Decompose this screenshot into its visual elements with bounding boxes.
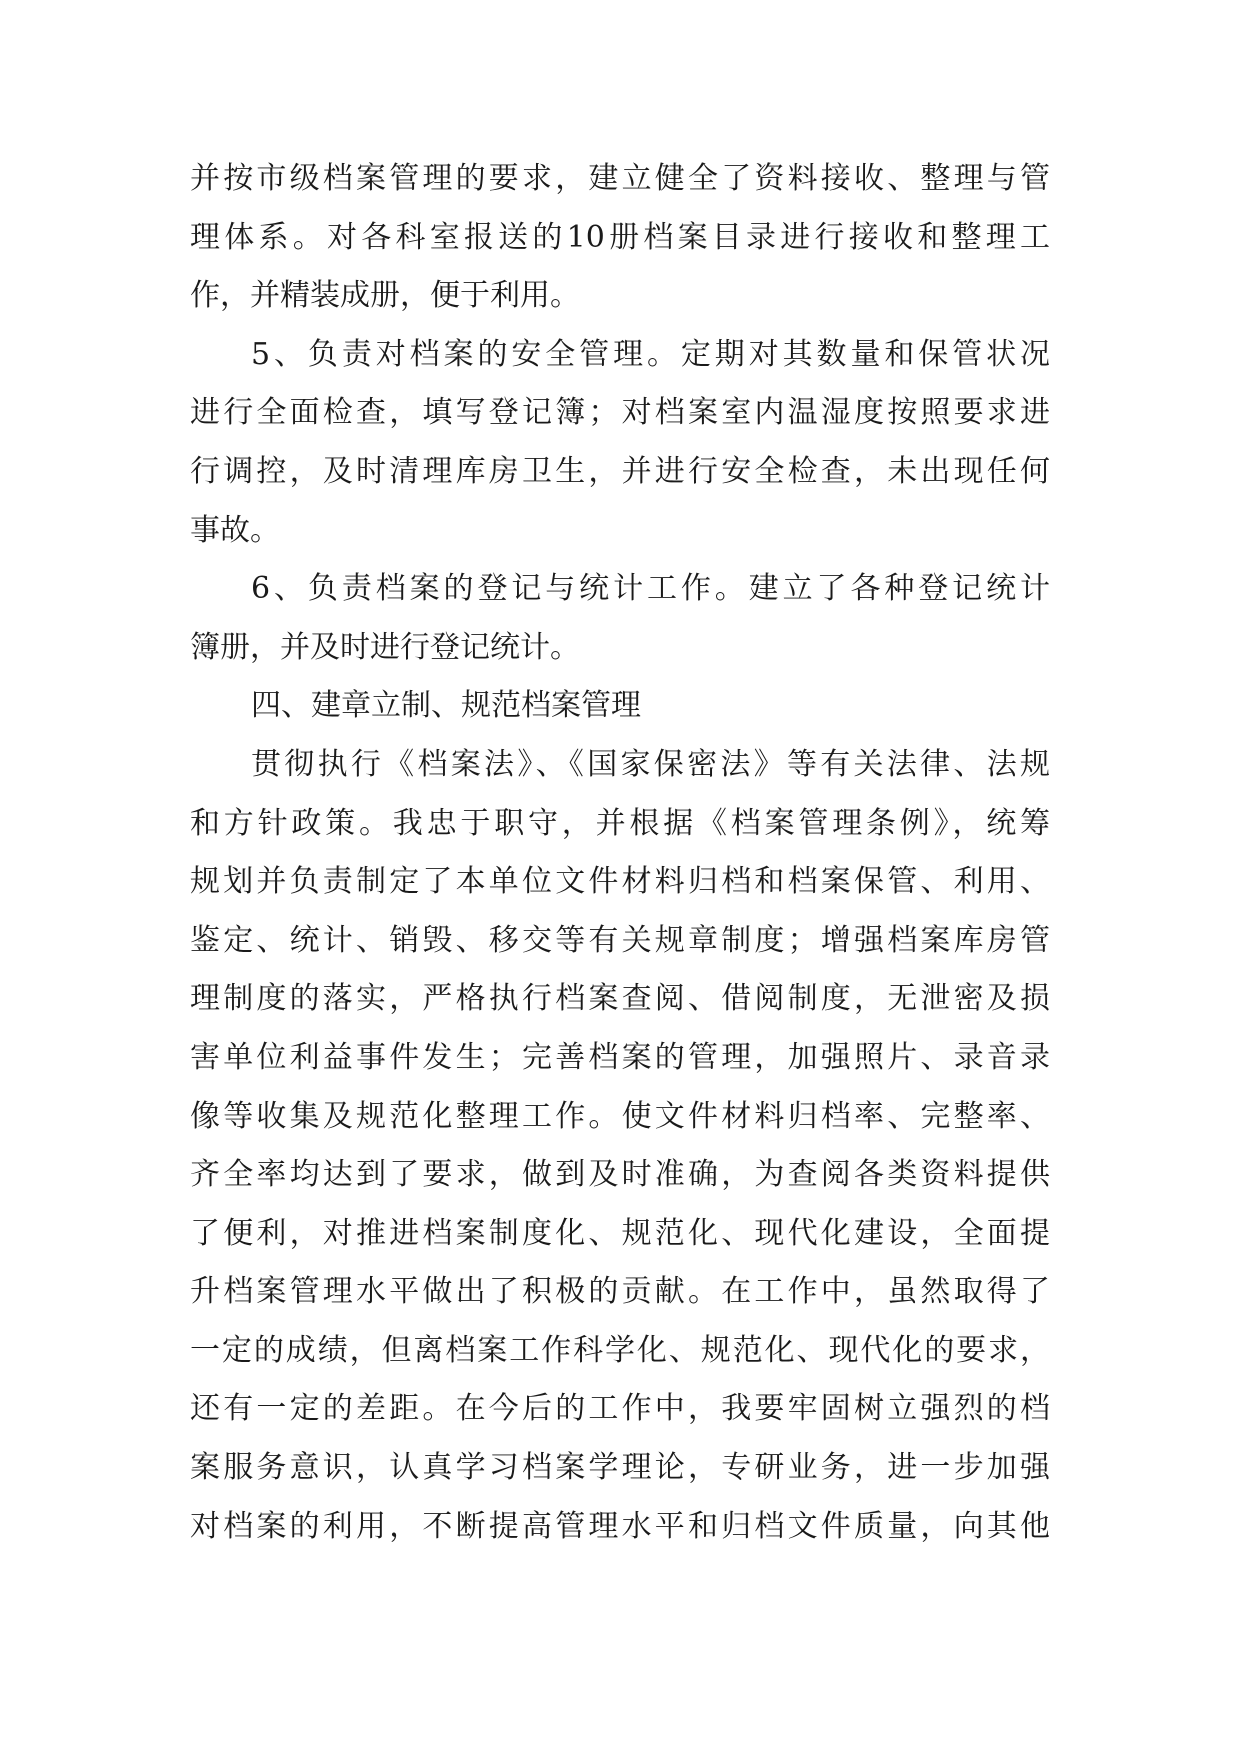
- text-line: 理制度的落实，严格执行档案查阅、借阅制度，无泄密及损: [190, 981, 1050, 1017]
- document-page: [190, 150, 1050, 1556]
- text-line: 对档案的利用，不断提高管理水平和归档文件质量，向其他: [190, 1508, 1050, 1544]
- text-line: 害单位利益事件发生；完善档案的管理，加强照片、录音录: [190, 1039, 1050, 1075]
- text-line: 贯彻执行《档案法》、《国家保密法》等有关法律、法规: [251, 746, 1050, 782]
- text-line: 作，并精装成册，便于利用。: [190, 278, 580, 314]
- text-line: 了便利，对推进档案制度化、规范化、现代化建设，全面提: [190, 1215, 1050, 1251]
- text-line: 还有一定的差距。在今后的工作中，我要牢固树立强烈的档: [190, 1391, 1050, 1427]
- text-line: 并按市级档案管理的要求，建立健全了资料接收、整理与管: [190, 161, 1050, 196]
- text-line: 进行全面检查，填写登记簿；对档案室内温湿度按照要求进: [190, 395, 1050, 431]
- text-line: 簿册，并及时进行登记统计。: [190, 629, 580, 665]
- text-line: 一定的成绩，但离档案工作科学化、规范化、现代化的要求，: [190, 1332, 1050, 1368]
- text-line: 行调控，及时清理库房卫生，并进行安全检查，未出现任何: [190, 453, 1050, 489]
- text-line: 鉴定、统计、销毁、移交等有关规章制度；增强档案库房管: [190, 922, 1050, 958]
- text-line: 5、负责对档案的安全管理。定期对其数量和保管状况: [251, 336, 1050, 372]
- text-line: 案服务意识，认真学习档案学理论，专研业务，进一步加强: [190, 1450, 1050, 1486]
- text-line: 升档案管理水平做出了积极的贡献。在工作中，虽然取得了: [190, 1274, 1050, 1310]
- text-line: 6、负责档案的登记与统计工作。建立了各种登记统计: [251, 571, 1050, 607]
- text-line: 理体系。对各科室报送的10册档案目录进行接收和整理工: [190, 219, 1050, 255]
- text-line: 齐全率均达到了要求，做到及时准确，为查阅各类资料提供: [190, 1157, 1050, 1193]
- text-line: 和方针政策。我忠于职守，并根据《档案管理条例》，统筹: [190, 805, 1050, 841]
- text-line: 规划并负责制定了本单位文件材料归档和档案保管、利用、: [190, 864, 1050, 900]
- text-line: 事故。: [190, 512, 280, 548]
- text-line: 像等收集及规范化整理工作。使文件材料归档率、完整率、: [190, 1098, 1050, 1134]
- text-line: 四、建章立制、规范档案管理: [251, 688, 641, 724]
